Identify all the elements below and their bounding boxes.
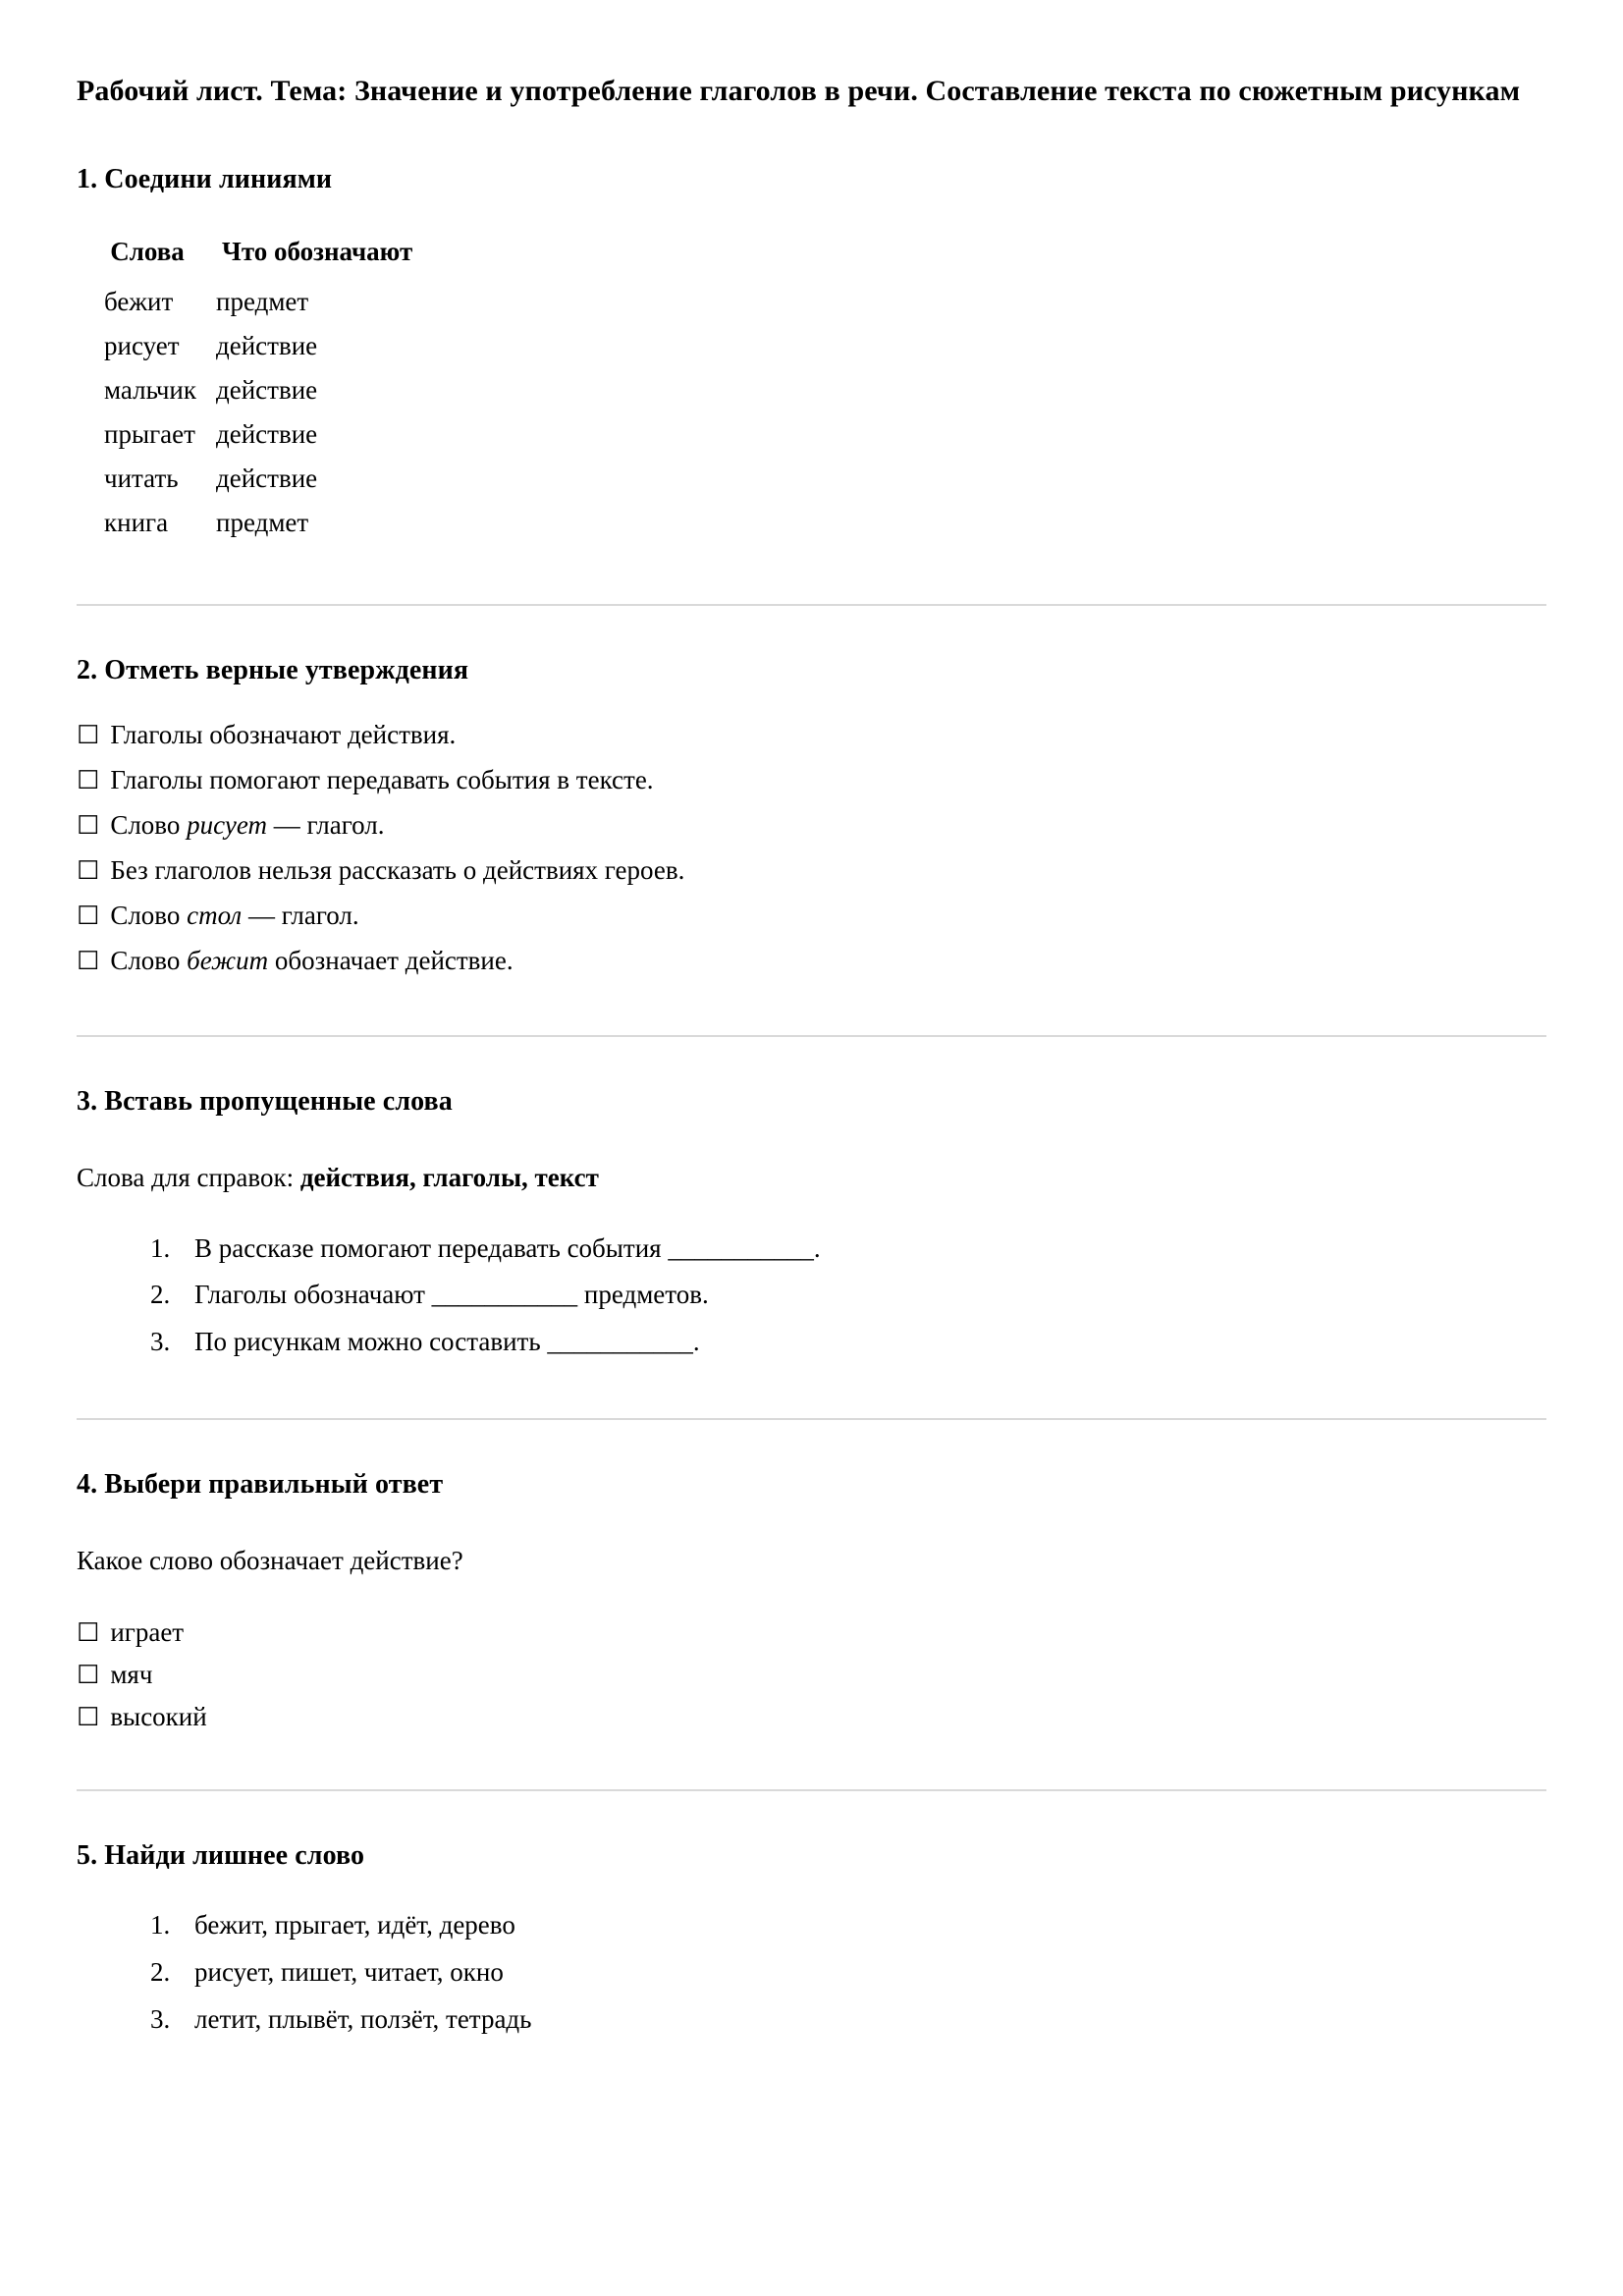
multiple-choice-options xyxy=(77,1617,1546,1733)
statement-text xyxy=(110,945,514,975)
checkbox-icon[interactable]: ☐ xyxy=(77,946,100,976)
table-row xyxy=(88,368,428,412)
fill-in-item[interactable]: 3. По рисункам можно составить ___________. xyxy=(177,1326,1546,1359)
statement-italic-word: рисует xyxy=(187,809,268,840)
fill-in-item[interactable]: 2. Глаголы обозначают ___________ предметов. xyxy=(177,1279,1546,1312)
word-cell[interactable]: бежит xyxy=(104,286,174,316)
reference-words-line xyxy=(77,1161,1546,1195)
section-3-heading: 3. Вставь пропущенные слова xyxy=(77,1085,453,1117)
odd-one-out-item[interactable]: 3. летит, плывёт, ползёт, тетрадь xyxy=(177,2003,1546,2037)
statement-text-before: Слово xyxy=(110,900,188,930)
section-divider xyxy=(77,604,1546,606)
fill-in-the-blank-list xyxy=(77,1232,1546,1359)
fill-in-item[interactable]: 1. В рассказе помогают передавать события ___________. xyxy=(177,1232,1546,1266)
option-item[interactable] xyxy=(77,1662,1546,1704)
column-header-meanings: Что обозначают xyxy=(222,236,413,266)
checkbox-icon[interactable]: ☐ xyxy=(77,855,100,886)
section-5-heading: 5. Найди лишнее слово xyxy=(77,1840,365,1872)
meaning-cell[interactable]: действие xyxy=(216,374,318,405)
table-header-row xyxy=(88,237,428,280)
page-title: Рабочий лист. Тема: Значение и употребление глаголов в речи. Составление текста по сюжетным рисункам xyxy=(77,75,1521,107)
section-4-question: Какое слово обозначает действие? xyxy=(77,1545,463,1575)
meaning-cell[interactable]: действие xyxy=(216,418,318,449)
reference-words-label: Слова для справок: xyxy=(77,1162,300,1192)
odd-one-out-list xyxy=(77,1909,1546,2036)
match-words-table xyxy=(88,237,428,545)
section-1-heading: 1. Соедини линиями xyxy=(77,163,333,194)
true-statements-checklist xyxy=(77,719,1546,976)
section-divider xyxy=(77,1035,1546,1037)
odd-one-out-item[interactable]: 1. бежит, прыгает, идёт, дерево xyxy=(177,1909,1546,1942)
checkbox-icon[interactable]: ☐ xyxy=(77,1661,100,1691)
column-header-words: Слова xyxy=(110,236,185,266)
statement-text xyxy=(110,902,358,929)
option-label: мяч xyxy=(110,1660,153,1690)
statement-italic-word: стол xyxy=(187,900,243,930)
checkbox-icon[interactable]: ☐ xyxy=(77,901,100,931)
word-cell[interactable]: читать xyxy=(104,463,179,493)
statement-item[interactable] xyxy=(77,809,1546,857)
statement-text: Без глаголов нельзя рассказать о действиях героев. xyxy=(110,854,685,885)
statement-item[interactable] xyxy=(77,902,1546,948)
odd-one-out-item[interactable]: 2. рисует, пишет, читает, окно xyxy=(177,1956,1546,1990)
statement-italic-word: бежит xyxy=(187,945,269,975)
statement-item[interactable] xyxy=(77,945,1546,976)
statement-text-before: Слово xyxy=(110,945,188,975)
table-row xyxy=(88,324,428,368)
statement-text-after: — глагол. xyxy=(267,809,385,840)
checkbox-icon[interactable]: ☐ xyxy=(77,1703,100,1733)
meaning-cell[interactable]: предмет xyxy=(216,507,309,537)
statement-item[interactable] xyxy=(77,764,1546,812)
meaning-cell[interactable]: действие xyxy=(216,330,318,360)
statement-text-after: обозначает действие. xyxy=(268,945,514,975)
word-cell[interactable]: прыгает xyxy=(104,418,195,449)
section-divider xyxy=(77,1418,1546,1420)
meaning-cell[interactable]: предмет xyxy=(216,286,309,316)
checkbox-icon[interactable]: ☐ xyxy=(77,1618,100,1649)
table-row xyxy=(88,501,428,545)
section-2-heading: 2. Отметь верные утверждения xyxy=(77,654,469,685)
option-label: играет xyxy=(110,1617,185,1648)
statement-item[interactable] xyxy=(77,719,1546,767)
checkbox-icon[interactable]: ☐ xyxy=(77,765,100,795)
option-item[interactable] xyxy=(77,1702,1546,1733)
table-row xyxy=(88,280,428,324)
reference-words-value: действия, глаголы, текст xyxy=(299,1162,599,1192)
section-4-heading: 4. Выбери правильный ответ xyxy=(77,1468,444,1500)
word-cell[interactable]: рисует xyxy=(104,330,180,360)
statement-text-after: — глагол. xyxy=(242,900,359,930)
table-row xyxy=(88,412,428,457)
word-cell[interactable]: мальчик xyxy=(104,374,196,405)
checkbox-icon[interactable]: ☐ xyxy=(77,810,100,841)
option-label: высокий xyxy=(110,1702,207,1732)
option-item[interactable] xyxy=(77,1619,1546,1662)
table-row xyxy=(88,457,428,501)
checkbox-icon[interactable]: ☐ xyxy=(77,720,100,750)
statement-text-before: Слово xyxy=(110,809,188,840)
meaning-cell[interactable]: действие xyxy=(216,463,318,493)
statement-text xyxy=(110,809,385,840)
word-cell[interactable]: книга xyxy=(104,507,169,537)
statement-item[interactable] xyxy=(77,854,1546,902)
statement-text: Глаголы обозначают действия. xyxy=(110,719,457,749)
statement-text: Глаголы помогают передавать события в тексте. xyxy=(110,764,654,794)
section-divider xyxy=(77,1789,1546,1791)
